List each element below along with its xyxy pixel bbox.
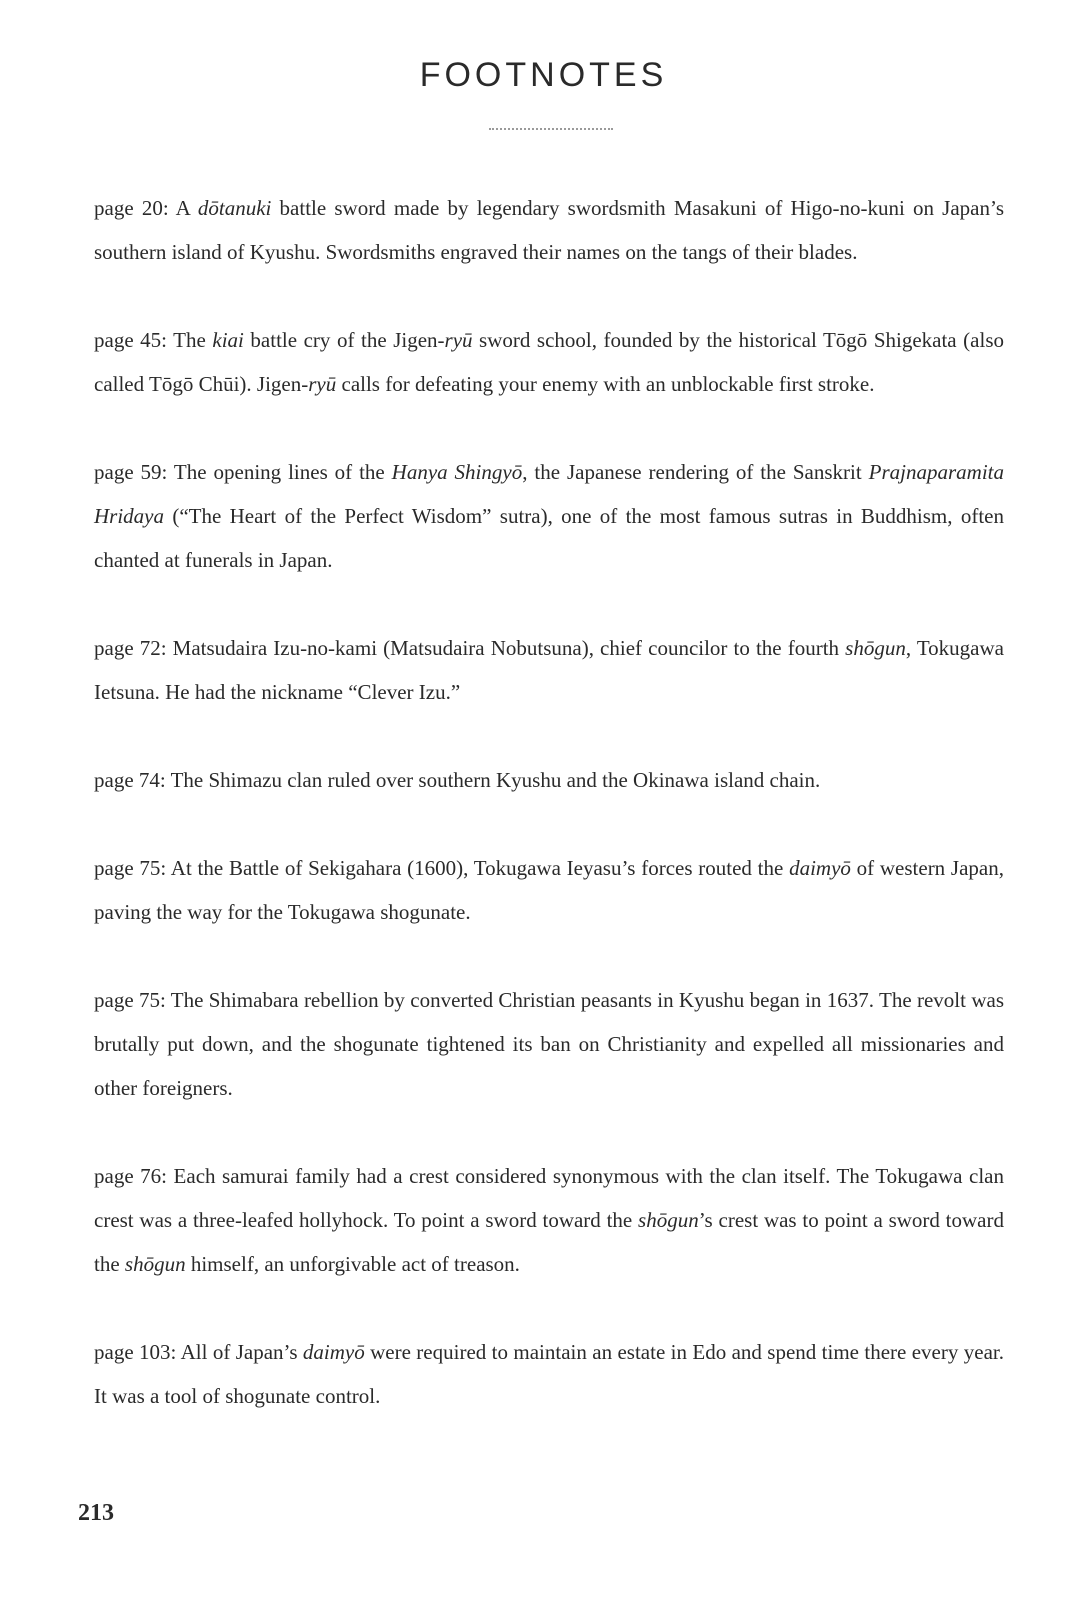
footnote-text: page 75: At the Battle of Sekigahara (1600), Tokugawa Ieyasu’s forces routed the [94,856,790,880]
footnote-item [94,1330,1004,1418]
footnote-text: battle sword made by legendary swordsmith Masakuni of Higo-no-kuni on Japan’s southern island of Kyushu. Swordsmiths engraved their names on the tangs of their blades. [94,196,1004,264]
footnote-term: Hanya Shingyō [391,460,523,484]
footnote-text: himself, an unforgivable act of treason. [185,1252,520,1276]
footnote-text: page 59: The opening lines of the [94,460,392,484]
footnote-term: dōtanuki [197,196,272,220]
footnote-term: shōgun [638,1208,699,1232]
footnote-term: kiai [212,328,244,352]
footnote-item [94,186,1004,274]
footnote-item [94,450,1004,582]
footnote-text: page 103: All of Japan’s [94,1340,303,1364]
footnote-term: daimyō [302,1340,365,1364]
footnote-text: page 45: The [94,328,213,352]
footnote-item [94,978,1004,1110]
footnote-text: of western Japan, paving the way for the Tokugawa shogunate. [94,856,1004,924]
footnote-text: , Tokugawa Ietsuna. He had the nickname “Clever Izu.” [94,636,1004,704]
footnote-text: sword school, founded by the historical Tōgō Shigekata (also called Tōgō Chūi). Jigen- [94,328,1004,396]
footnote-text: page 72: Matsudaira Izu-no-kami (Matsudaira Nobutsuna), chief councilor to the fourth [94,636,846,660]
footnote-item [94,758,1004,802]
footnote-item [94,846,1004,934]
footnote-text: (“The Heart of the Perfect Wisdom” sutra), one of the most famous sutras in Buddhism, often chanted at funerals in Japan. [94,504,1004,572]
page-title: FOOTNOTES [419,56,668,94]
footnote-term: shōgun [845,636,906,660]
footnote-text: were required to maintain an estate in Edo and spend time there every year. It was a tool of shogunate control. [94,1340,1004,1408]
title-divider [489,128,613,130]
footnote-text: page 74: The Shimazu clan ruled over southern Kyushu and the Okinawa island chain. [94,768,821,792]
footnote-text: page 20: A [94,196,198,220]
footnote-item [94,626,1004,714]
footnote-term: daimyō [789,856,851,880]
footnote-text: page 76: Each samurai family had a crest considered synonymous with the clan itself. The Tokugawa clan crest was a three-leafed hollyhock. To point a sword toward the [94,1164,1004,1232]
footnote-item [94,1154,1004,1286]
footnote-text: battle cry of the Jigen- [243,328,445,352]
footnotes-list [94,186,1004,1462]
footnote-text: calls for defeating your enemy with an unblockable first stroke. [336,372,875,396]
footnote-term: ryū [444,328,473,352]
footnote-term: Prajnaparamita Hridaya [94,460,1004,528]
footnote-term: ryū [308,372,337,396]
footnote-text: ’s crest was to point a sword toward the [94,1208,1004,1276]
page-number: 213 [78,1500,114,1526]
footnote-term: shōgun [124,1252,186,1276]
footnote-item [94,318,1004,406]
footnote-text: , the Japanese rendering of the Sanskrit [522,460,869,484]
footnote-text: page 75: The Shimabara rebellion by converted Christian peasants in Kyushu began in 1637. The revolt was brutally put down, and the shogunate tightened its ban on Christianity and expelled all missionaries and other foreigners. [94,988,1004,1100]
